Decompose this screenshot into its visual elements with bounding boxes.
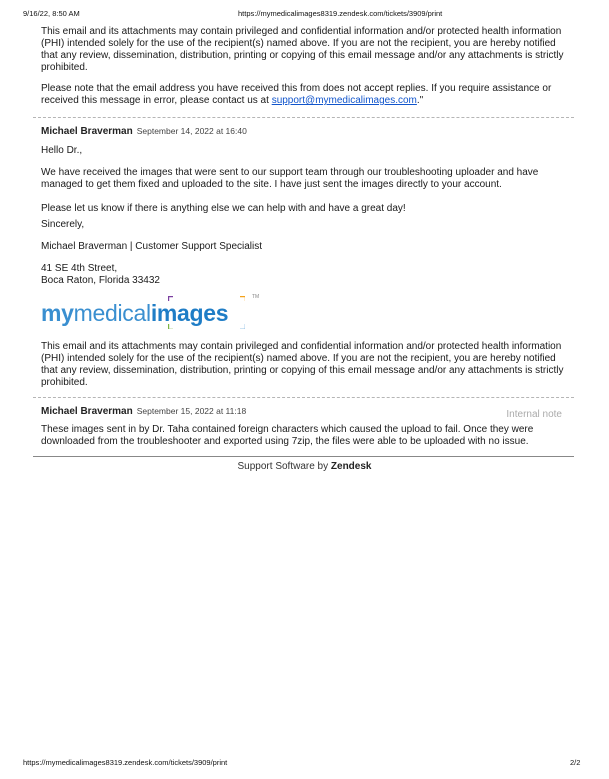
comment-signature: Michael Braverman | Customer Support Specialist: [41, 241, 263, 252]
print-url: https://mymedicalimages8319.zendesk.com/tickets/3909/print: [238, 9, 443, 18]
print-footer-url: https://mymedicalimages8319.zendesk.com/tickets/3909/print: [23, 758, 228, 767]
disclaimer-text: This email and its attachments may contain privileged and confidential information and/or protected health information (PHI) intended solely for the use of the recipient(s) named above. If you are not the recipient, you are hereby notified that any review, dissemination, distribution, printing or copying of this email message and/or any attachments is strictly prohibited.: [41, 341, 564, 388]
comment-greeting: Hello Dr.,: [41, 145, 83, 156]
comment-header: [41, 405, 246, 418]
mymedicalimages-logo: [41, 296, 261, 332]
disclaimer-text: This email and its attachments may contain privileged and confidential information and/or protected health information (PHI) intended solely for the use of the recipient(s) named above. If you are not the recipient, you are hereby notified that any review, dissemination, distribution, printing or copying of this email message and/or any attachments is strictly prohibited.: [41, 26, 564, 73]
comment-body: These images sent in by Dr. Taha contained foreign characters which caused the upload to fail. Once they were downloaded from the troubleshooter and exported using 7zip, the files were able to be uploaded with no issue.: [41, 424, 534, 447]
comment-divider: [33, 397, 574, 398]
comment-body: We have received the images that were sent to our support team through our troubleshooting uploader and have managed to get them fixed and uploaded to the site. I have just sent the images directly to your account.: [41, 167, 539, 190]
logo-bracket-icon: [240, 296, 245, 301]
logo-trademark: TM: [252, 294, 260, 300]
logo-wordmark: mymedicalimages: [41, 300, 229, 326]
page-number: 2/2: [570, 758, 581, 767]
comment-date: September 15, 2022 at 11:18: [136, 406, 247, 416]
reply-note: [41, 83, 571, 107]
comment-header: [41, 125, 247, 138]
comment-author: Michael Braverman: [41, 406, 133, 417]
page-divider: [33, 456, 574, 457]
logo-bracket-icon: [240, 324, 245, 329]
reply-note-text: Please note that the email address you have received this from does not accept replies. If you require assistance or received this message in error, please contact us at: [41, 83, 552, 106]
zendesk-brand: Zendesk: [330, 461, 372, 472]
address-line: Boca Raton, Florida 33432: [41, 275, 160, 286]
internal-note-badge: Internal note: [506, 409, 562, 420]
support-software-footer: Support Software by Zendesk: [237, 461, 372, 472]
comment-date: September 14, 2022 at 16:40: [136, 126, 247, 136]
address-line: 41 SE 4th Street,: [41, 263, 118, 274]
comment-body: Please let us know if there is anything else we can help with and have a great day!: [41, 203, 406, 214]
print-datetime: 9/16/22, 8:50 AM: [23, 9, 80, 18]
comment-author: Michael Braverman: [41, 126, 133, 137]
reply-note-suffix: .": [416, 95, 424, 106]
comment-closing: Sincerely,: [41, 219, 85, 230]
support-email-link[interactable]: support@mymedicalimages.com: [271, 95, 417, 106]
comment-divider: [33, 117, 574, 118]
